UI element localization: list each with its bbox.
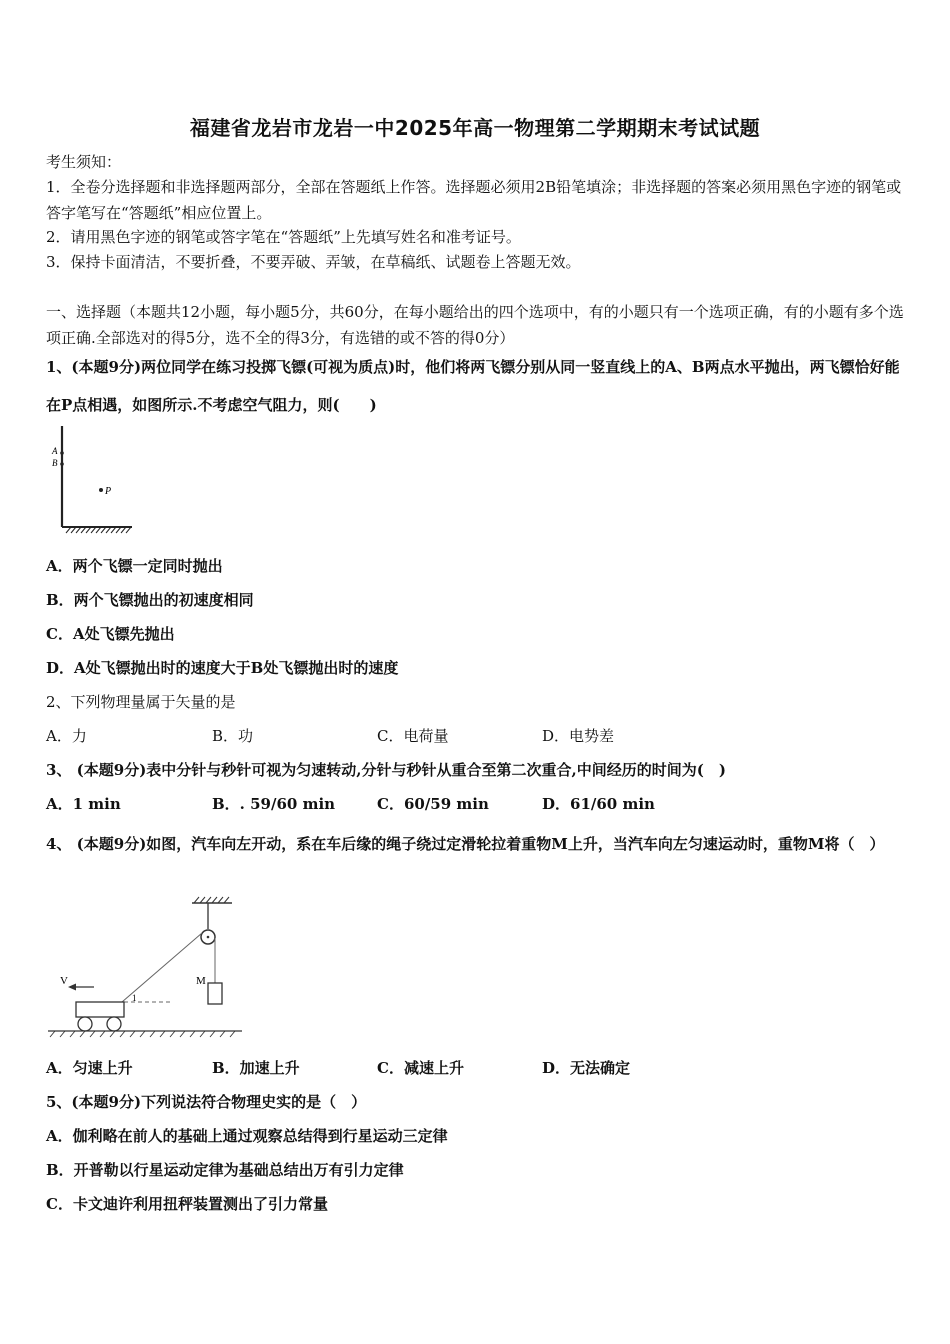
notice-item-1: 1．全卷分选择题和非选择题两部分，全部在答题纸上作答。选择题必须用2B铅笔填涂；非选择题的答案必须用黑色字迹的钢笔或答字笔写在“答题纸”相应位置上。	[46, 178, 902, 222]
label-m: M	[196, 975, 206, 987]
mass-m	[208, 983, 222, 1004]
point-b	[60, 462, 64, 466]
page-title: 福建省龙岩市龙岩一中2025年高一物理第二学期期末考试试题	[189, 116, 761, 140]
question-5-option-c: C．卡文迪许利用扭秤装置测出了引力常量	[46, 1195, 328, 1213]
label-a: A	[52, 446, 58, 456]
question-5-option-b: B．开普勒以行星运动定律为基础总结出万有引力定律	[46, 1161, 404, 1179]
notice-heading: 考生须知：	[46, 153, 122, 171]
question-1-option-b: B．两个飞镖抛出的初速度相同	[46, 591, 254, 609]
question-5-stem: 5、(本题9分)下列说法符合物理史实的是（ ）	[46, 1093, 367, 1111]
question-1-option-c: C．A处飞镖先抛出	[46, 625, 175, 643]
car-body	[76, 1002, 124, 1017]
question-4-option-c: C．减速上升	[377, 1059, 464, 1077]
question-4-option-a: A．匀速上升	[46, 1059, 133, 1077]
question-3-stem: 3、 (本题9分)表中分针与秒针可视为匀速转动,分针与秒针从重合至第二次重合,中间经历的时间为( )	[46, 761, 726, 779]
ground-hatch	[50, 1031, 235, 1037]
velocity-arrow-head	[68, 984, 76, 991]
question-1-figure	[46, 424, 146, 536]
notice-item-3: 3．保持卡面清洁，不要折叠，不要弄破、弄皱，在草稿纸、试题卷上答题无效。	[46, 253, 581, 271]
pulley-axle	[207, 936, 210, 939]
question-1-stem: 1、(本题9分)两位同学在练习投掷飞镖(可视为质点)时，他们将两飞镖分别从同一竖直线上的A、B两点水平抛出，两飞镖恰好能在P点相遇，如图所示.不考虑空气阻力，则( )	[46, 358, 900, 414]
question-1-option-d: D．A处飞镖抛出时的速度大于B处飞镖抛出时的速度	[46, 659, 399, 677]
question-3-option-a: A．1 min	[46, 795, 121, 813]
question-2-option-b: B．功	[212, 727, 254, 745]
label-p: P	[105, 486, 112, 497]
point-p	[99, 488, 103, 492]
section-heading: 一、选择题（本题共12小题，每小题5分，共60分，在每小题给出的四个选项中，有的小题只有一个选项正确，有的小题有多个选项正确.全部选对的得5分，选不全的得3分，有选错的或不答的得0分）	[46, 303, 904, 347]
point-a	[60, 451, 64, 455]
car-wheel-right	[107, 1017, 121, 1031]
question-1-option-a: A．两个飞镖一定同时抛出	[46, 557, 223, 575]
question-2-stem: 2、下列物理量属于矢量的是	[46, 693, 236, 711]
label-b: B	[52, 458, 58, 468]
rope-to-car	[122, 933, 202, 1002]
question-4-option-d: D．无法确定	[542, 1059, 631, 1077]
label-angle: 1	[132, 993, 137, 1003]
question-4-stem: 4、 (本题9分)如图，汽车向左开动，系在车后缘的绳子绕过定滑轮拉着重物M上升，当汽车向左匀速运动时，重物M将（ ）	[46, 835, 885, 853]
question-4-option-b: B．加速上升	[212, 1059, 300, 1077]
question-4-figure	[46, 895, 246, 1040]
question-3-option-c: C．60/59 min	[377, 795, 489, 813]
car-wheel-left	[78, 1017, 92, 1031]
question-2-option-d: D．电势差	[542, 727, 615, 745]
ceiling-hatch	[194, 897, 229, 903]
question-2-option-c: C．电荷量	[377, 727, 449, 745]
label-v: V	[60, 975, 68, 987]
question-3-option-d: D．61/60 min	[542, 795, 655, 813]
question-2-option-a: A．力	[46, 727, 87, 745]
question-5-option-a: A．伽利略在前人的基础上通过观察总结得到行星运动三定律	[46, 1127, 448, 1145]
question-3-option-b: B．. 59/60 min	[212, 795, 336, 813]
notice-item-2: 2．请用黑色字迹的钢笔或答字笔在“答题纸”上先填写姓名和准考证号。	[46, 228, 521, 246]
